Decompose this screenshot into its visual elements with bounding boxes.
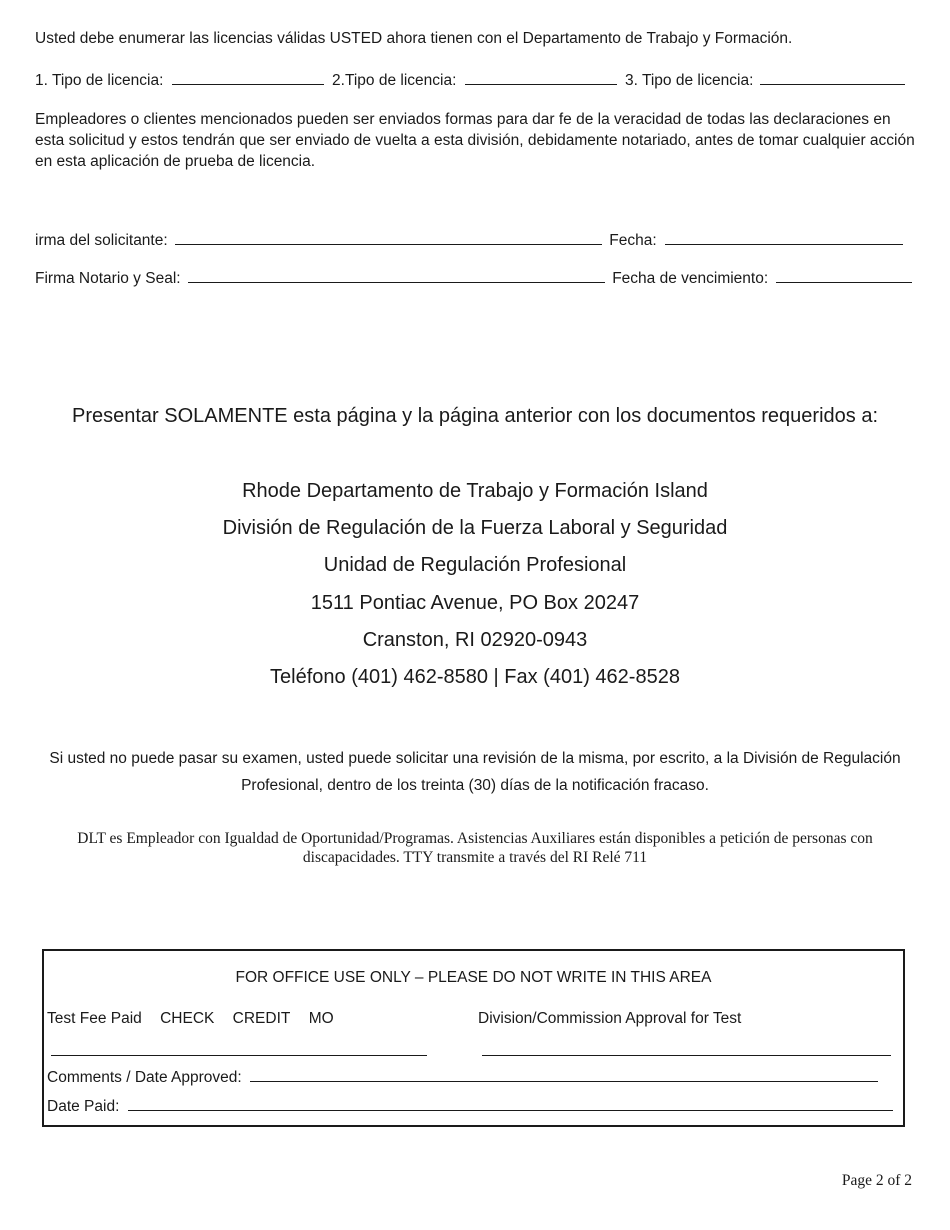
address-line-2: División de Regulación de la Fuerza Laboral y Seguridad bbox=[222, 517, 728, 540]
notary-signature-row bbox=[35, 267, 915, 289]
license-type-2-field[interactable] bbox=[465, 69, 617, 85]
expiry-date-label: Fecha de vencimiento: bbox=[612, 270, 769, 287]
notary-signature-field[interactable] bbox=[188, 267, 605, 283]
fee-option-mo[interactable]: MO bbox=[308, 1010, 334, 1027]
address-line-6: Teléfono (401) 462-8580 | Fax (401) 462-8528 bbox=[270, 665, 680, 688]
address-line-5: Cranston, RI 02920-0943 bbox=[362, 628, 588, 651]
applicant-signature-row bbox=[35, 229, 915, 251]
license-type-1-label: 1. Tipo de licencia: bbox=[35, 72, 164, 89]
license-type-3-label: 3. Tipo de licencia: bbox=[625, 72, 754, 89]
declaration-paragraph: Empleadores o clientes mencionados pueden ser enviados formas para dar fe de la veracidad de todas las declaraciones en esta solicitud y estos tendrán que ser enviado de vuelta a esta división, debidamente notariado, antes de tomar cualquier acción en esta aplicación de prueba de licencia. bbox=[35, 111, 915, 170]
date-paid-field[interactable] bbox=[128, 1095, 893, 1111]
page-number: Page 2 of 2 bbox=[841, 1172, 912, 1189]
comments-label: Comments / Date Approved: bbox=[47, 1069, 242, 1086]
notary-signature-label: Firma Notario y Seal: bbox=[35, 270, 181, 287]
fee-signature-field[interactable] bbox=[51, 1055, 427, 1056]
mailing-address bbox=[0, 478, 950, 701]
date-label: Fecha: bbox=[609, 232, 657, 249]
comments-row bbox=[47, 1066, 878, 1087]
address-line-1: Rhode Departamento de Trabajo y Formación Island bbox=[242, 480, 708, 502]
approval-signature-field[interactable] bbox=[482, 1055, 891, 1056]
applicant-signature-label: irma del solicitante: bbox=[35, 232, 168, 249]
fee-option-check[interactable]: CHECK bbox=[160, 1010, 215, 1027]
applicant-signature-field[interactable] bbox=[175, 229, 602, 245]
fee-option-credit[interactable]: CREDIT bbox=[232, 1010, 291, 1027]
test-fee-label: Test Fee Paid bbox=[47, 1010, 142, 1027]
license-type-2-label: 2.Tipo de licencia: bbox=[332, 72, 457, 89]
expiry-date-field[interactable] bbox=[776, 267, 912, 283]
date-paid-row bbox=[47, 1095, 893, 1116]
approval-label: Division/Commission Approval for Test bbox=[478, 1010, 742, 1027]
dlt-equal-opportunity-notice: DLT es Empleador con Igualdad de Oportunidad/Programas. Asistencias Auxiliares están disponibles a petición de personas con discapacidades. TTY transmite a través del RI Relé 711 bbox=[77, 830, 873, 866]
date-paid-label: Date Paid: bbox=[47, 1098, 120, 1115]
office-use-title: FOR OFFICE USE ONLY – PLEASE DO NOT WRITE IN THIS AREA bbox=[235, 969, 712, 986]
test-fee-row bbox=[47, 1010, 348, 1028]
license-type-1-field[interactable] bbox=[172, 69, 324, 85]
license-type-3-field[interactable] bbox=[760, 69, 905, 85]
submit-heading: Presentar SOLAMENTE esta página y la página anterior con los documentos requeridos a: bbox=[72, 405, 878, 427]
intro-text: Usted debe enumerar las licencias válidas USTED ahora tienen con el Departamento de Trabajo y Formación. bbox=[35, 30, 793, 47]
address-line-3: Unidad de Regulación Profesional bbox=[323, 554, 627, 577]
comments-field[interactable] bbox=[250, 1066, 878, 1082]
date-field[interactable] bbox=[665, 229, 903, 245]
license-type-row bbox=[35, 69, 915, 91]
office-use-box bbox=[42, 949, 905, 1127]
appeal-notice: Si usted no puede pasar su examen, usted puede solicitar una revisión de la misma, por escrito, a la División de Regulación Profesional, dentro de los treinta (30) días de la notificación fracaso. bbox=[49, 750, 901, 794]
address-line-4: 1511 Pontiac Avenue, PO Box 20247 bbox=[310, 591, 640, 614]
